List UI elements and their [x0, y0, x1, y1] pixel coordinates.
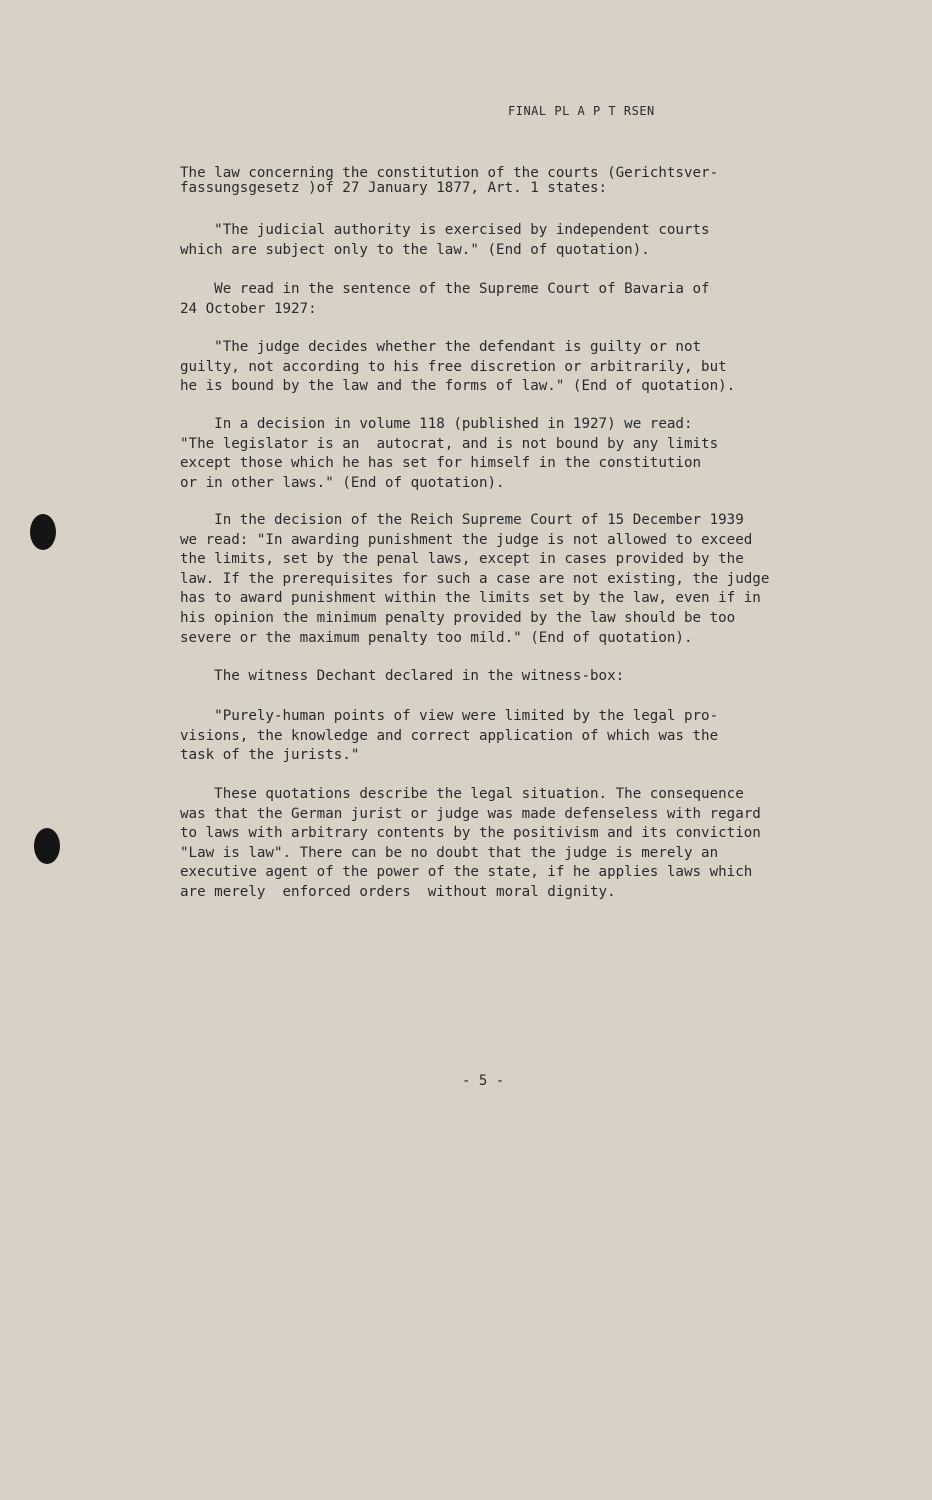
- text-line: or in other laws." (End of quotation).: [180, 474, 505, 491]
- punch-hole: [34, 828, 60, 864]
- paragraph-2: [180, 221, 860, 260]
- paragraph-1: [180, 166, 860, 196]
- paragraph-6: [180, 511, 860, 648]
- text-line: "The legislator is an autocrat, and is not bound by any limits: [180, 435, 719, 452]
- text-line: guilty, not according to his free discretion or arbitrarily, but: [180, 358, 727, 375]
- text-line: executive agent of the power of the state, if he applies laws which: [180, 864, 753, 881]
- text-line: "The judicial authority is exercised by independent courts: [180, 222, 710, 238]
- text-line: These quotations describe the legal situation. The consequence: [180, 786, 744, 802]
- text-line: In a decision in volume 118 (published in 1927) we read:: [180, 416, 693, 432]
- text-line: In the decision of the Reich Supreme Court of 15 December 1939: [180, 512, 744, 528]
- paragraph-3: [180, 280, 860, 319]
- text-line: task of the jurists.": [180, 747, 360, 764]
- text-line: The witness Dechant declared in the witness-box:: [180, 668, 625, 684]
- text-line: was that the German jurist or judge was made defenseless with regard: [180, 805, 761, 822]
- text-line: he is bound by the law and the forms of law." (End of quotation).: [180, 378, 736, 395]
- text-line: 24 October 1927:: [180, 300, 317, 317]
- text-line: "Purely-human points of view were limited by the legal pro-: [180, 708, 719, 724]
- text-line: severe or the maximum penalty too mild." (End of quotation).: [180, 629, 693, 646]
- text-line: which are subject only to the law." (End of quotation).: [180, 241, 650, 258]
- text-line: the limits, set by the penal laws, except in cases provided by the: [180, 551, 744, 568]
- punch-hole: [30, 514, 56, 550]
- text-line: are merely enforced orders without moral dignity.: [180, 883, 616, 900]
- paragraph-8: [180, 707, 860, 766]
- page-header: FINAL PL A P T RSEN: [508, 104, 655, 118]
- text-line: We read in the sentence of the Supreme Court of Bavaria of: [180, 281, 710, 297]
- paragraph-5: [180, 415, 860, 493]
- text-line: except those which he has set for himself in the constitution: [180, 455, 702, 472]
- text-line: "The judge decides whether the defendant is guilty or not: [180, 339, 702, 355]
- text-line: his opinion the minimum penalty provided by the law should be too: [180, 609, 736, 626]
- paragraph-9: [180, 785, 860, 903]
- text-line: "Law is law". There can be no doubt that the judge is merely an: [180, 844, 719, 861]
- text-line: visions, the knowledge and correct application of which was the: [180, 727, 719, 744]
- text-line: has to award punishment within the limits set by the law, even if in: [180, 590, 761, 607]
- page-number: - 5 -: [462, 1073, 505, 1089]
- text-line: we read: "In awarding punishment the judge is not allowed to exceed: [180, 531, 753, 548]
- text-line: to laws with arbitrary contents by the positivism and its conviction: [180, 825, 761, 842]
- text-line: fassungsgesetz )of 27 January 1877, Art. 1 states:: [180, 180, 608, 196]
- paragraph-4: [180, 338, 860, 397]
- text-line: The law concerning the constitution of the courts (Gerichtsver-: [180, 165, 719, 181]
- paragraph-7: [180, 667, 860, 687]
- text-line: law. If the prerequisites for such a case are not existing, the judge: [180, 570, 770, 587]
